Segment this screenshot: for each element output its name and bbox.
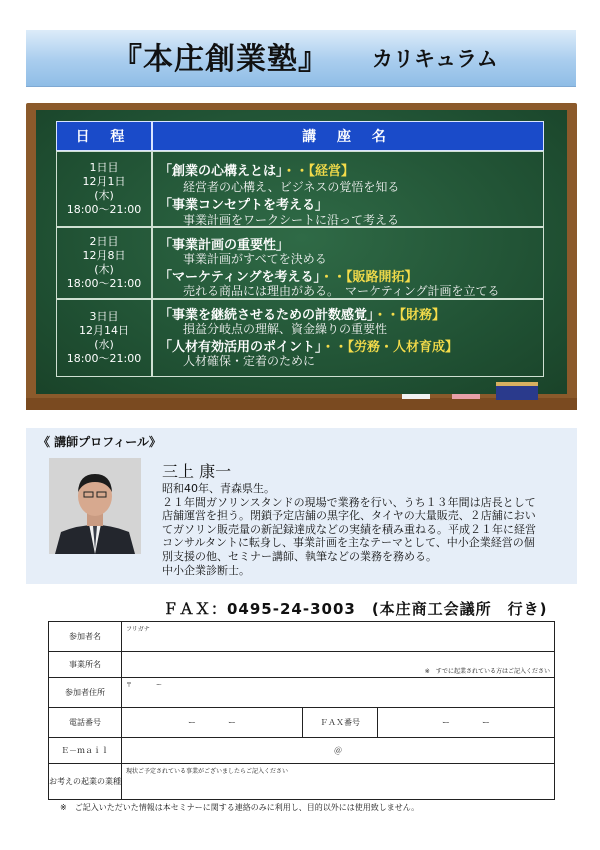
privacy-footnote: ※ ご記入いただいた情報は本セミナーに関する連絡のみに利用し、目的以外には使用致しません。 xyxy=(60,803,420,812)
session-course-cell xyxy=(152,227,544,299)
session-weekday: (水) xyxy=(94,338,114,351)
fax-field[interactable] xyxy=(378,708,555,738)
white-chalk-icon xyxy=(402,394,430,399)
course-description: 事業計画がすべてを決める xyxy=(183,252,327,266)
registration-form xyxy=(48,621,555,800)
course-description: 事業計画をワークシートに沿って考える xyxy=(183,213,400,227)
pink-chalk-icon xyxy=(452,394,480,399)
session-time: 18:00～21:00 xyxy=(66,352,142,365)
course-title: 「事業計画の重要性」 xyxy=(159,238,290,253)
bio-line: てガソリン販売量の新記録達成などの実績を積み重ねる。平成２１年に経営 xyxy=(162,522,536,536)
session-course-cell xyxy=(152,151,544,227)
page-title: 『本庄創業塾』 xyxy=(112,42,329,77)
fax-number-line: ＦＡＸ：0495-24-3003 (本庄商工会議所 行き) xyxy=(163,600,548,618)
address-label: 参加者住所 xyxy=(49,678,122,708)
fax-label: ＦＡＸ番号 xyxy=(303,708,378,738)
course-description: 人材確保・定着のために xyxy=(183,354,316,368)
session-day: 2日目 xyxy=(89,235,119,248)
bio-line: 別支援の他、セミナー講師、執筆などの業務を務める。 xyxy=(162,549,437,563)
phone-placeholder: ー ー xyxy=(188,718,236,727)
instructor-name: 三上 康一 xyxy=(162,462,232,481)
email-field[interactable] xyxy=(122,738,555,764)
email-label: Ｅ－ｍａｉｌ xyxy=(49,738,122,764)
bio-line: 中小企業診断士。 xyxy=(162,563,250,577)
address-field[interactable] xyxy=(122,678,555,708)
bio-line: 店舗運営を担う。閉鎖予定店舗の黒字化、タイヤの大量販売、２店舗におい xyxy=(162,509,536,523)
course-title: 「マーケティングを考える」・・【販路開拓】 xyxy=(159,270,418,285)
session-date-cell xyxy=(56,151,152,227)
phone-field[interactable] xyxy=(122,708,303,738)
schedule-header-course: 講 座 名 xyxy=(152,121,544,151)
participant-name-field[interactable] xyxy=(122,622,555,652)
furigana-label: フリガナ xyxy=(126,626,150,633)
course-description: 損益分岐点の理解、資金繰りの重要性 xyxy=(183,322,388,336)
fax-placeholder: ー ー xyxy=(442,718,490,727)
postal-prefix: 〒 ー xyxy=(126,682,163,689)
session-time: 18:00～21:00 xyxy=(66,203,142,216)
bio-line: ２１年間ガソリンスタンドの現場で業務を行い、うち１３年間は店長として xyxy=(162,495,536,509)
course-title: 「人材有効活用のポイント」・・【労務・人材育成】 xyxy=(159,340,459,355)
eraser-icon xyxy=(496,382,538,400)
bio-line: コンサルタントに転身し、事業計画を主なテーマとして、中小企業経営の個 xyxy=(162,536,535,550)
business-type-field[interactable] xyxy=(122,764,555,800)
phone-label: 電話番号 xyxy=(49,708,122,738)
participant-name-label: 参加者名 xyxy=(49,622,122,652)
business-note: ※ すでに起業されている方はご記入ください xyxy=(424,668,550,675)
email-at-sign: ＠ xyxy=(334,746,342,755)
session-course-cell xyxy=(152,299,544,377)
session-date-cell xyxy=(56,227,152,299)
course-title: 「事業コンセプトを考える」 xyxy=(159,198,329,213)
session-date: 12月14日 xyxy=(79,324,129,337)
session-time: 18:00～21:00 xyxy=(66,277,142,290)
instructor-bio xyxy=(162,482,562,577)
business-type-note: 現状ご予定されている事業がございましたらご記入ください xyxy=(126,768,289,775)
session-date: 12月8日 xyxy=(82,249,126,262)
course-description: 経営者の心構え、ビジネスの覚悟を知る xyxy=(183,180,400,194)
page-subtitle: カリキュラム xyxy=(372,47,498,71)
bio-line: 昭和40年、青森県生。 xyxy=(162,482,275,495)
instructor-photo xyxy=(49,458,141,554)
course-title: 「事業を継続させるための計数感覚」・・【財務】 xyxy=(159,308,446,323)
session-day: 1日目 xyxy=(89,161,119,174)
profile-heading: 《 講師プロフィール》 xyxy=(38,435,161,449)
business-name-field[interactable] xyxy=(122,652,555,678)
session-day: 3日目 xyxy=(89,310,119,323)
session-date-cell xyxy=(56,299,152,377)
session-date: 12月1日 xyxy=(82,175,126,188)
course-description: 売れる商品には理由がある。 マーケティング計画を立てる xyxy=(183,284,500,298)
session-weekday: (木) xyxy=(94,189,114,202)
business-name-label: 事業所名 xyxy=(49,652,122,678)
schedule-header-date: 日 程 xyxy=(56,121,152,151)
business-type-label: お考えの起業の業種 xyxy=(49,764,122,800)
chalkboard-ledge xyxy=(26,398,577,410)
course-title: 「創業の心構えとは」・・【経営】 xyxy=(159,164,355,179)
session-weekday: (木) xyxy=(94,263,114,276)
